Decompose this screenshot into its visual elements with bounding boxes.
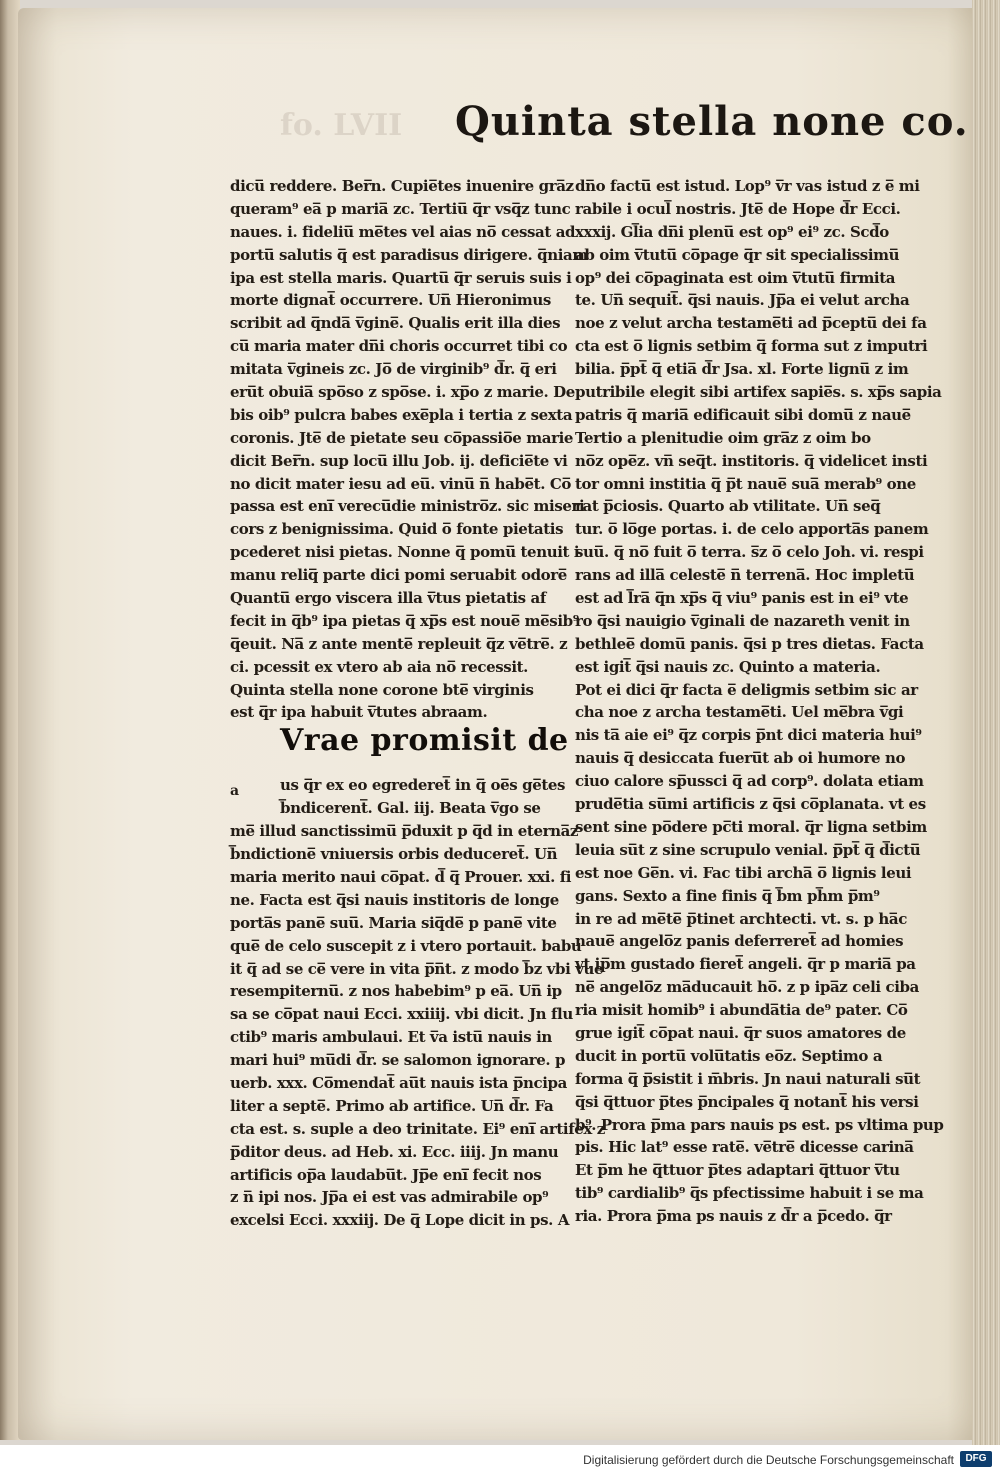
text-line: ria. Prora p̅ma ps nauis z d̅r a p̅cedo. q̅r [575, 1207, 892, 1226]
text-line: excelsi Ecci. xxxiij. De q̅ Lope dicit in ps. A [230, 1211, 570, 1230]
text-line: rabile i ocul̅ nostris. Jte̅ de Hope d̅r Ecci. [575, 199, 901, 218]
text-line: cta est o̅ lignis setbim q̅ forma sut z imputri [575, 337, 928, 356]
left-column [230, 175, 605, 1232]
text-line: bethlee̅ domu̅ panis. q̅si p tres dietas. Facta [575, 634, 924, 653]
text-line: leuia su̅t z sine scrupulo venial. p̅pt̅ q̅ d̅ictu̅ [575, 840, 921, 859]
text-line: rans ad illa̅ celeste̅ n̅ terrena̅. Hoc impletu̅ [575, 566, 915, 585]
text-line: est q̅r ipa habuit v̅tutes abraam. [230, 703, 488, 722]
bleed-through-folio: fo. LVII [280, 108, 403, 143]
text-line: te. Un̅ sequit̅. q̅si nauis. Jp̅a ei velut archa [575, 291, 910, 310]
text-line: bis oib⁹ pulcra babes exe̅pla i tertia z sexta [230, 405, 573, 424]
text-line: rat p̅ciosis. Quarto ab vtilitate. Un̅ seq̅ [575, 497, 881, 516]
text-line: morte dignat̅ occurrere. Un̅ Hieronimus [230, 291, 551, 310]
text-line: suu̅. q̅ no̅ fuit o̅ terra. s̅z o̅ celo Joh. vi. respi [575, 543, 924, 562]
text-line: ne̅ angelo̅z ma̅ducauit ho̅. z p ipa̅z celi ciba [575, 978, 919, 997]
text-line: noe z velut archa testame̅ti ad p̅ceptu̅ dei fa [575, 314, 927, 333]
text-line: me̅ illud sanctissimu̅ p̅duxit p q̅d in eterna̅z [230, 822, 579, 841]
text-line: gans. Sexto a fine finis q̅ b̅m ph̅m p̅m⁹ [575, 886, 880, 905]
text-line: scribit ad q̅nda̅ v̅gine̅. Qualis erit illa dies [230, 314, 561, 333]
text-line: uerb. xxx. Co̅mendat̅ au̅t nauis ista p̅ncipa [230, 1073, 567, 1092]
left-column-text [230, 175, 588, 724]
footer-bar [0, 1445, 1000, 1474]
text-line: putribile elegit sibi artifex sapie̅s. s. xp̅s sapia [575, 383, 942, 402]
text-line: Et p̅m he q̅ttuor p̅tes adaptari q̅ttuor v̅tu [575, 1161, 900, 1180]
text-line: Pot ei dici q̅r facta e̅ deligmis setbim sic ar [575, 680, 918, 699]
section-heading: Vrae promisit de [280, 723, 569, 759]
text-line: xxxij. Gl̅ia dn̅i plenu̅ est op⁹ ei⁹ zc. Scd̅o [575, 222, 889, 241]
text-line: ci. pcessit ex vtero ab aia no̅ recessit. [230, 657, 528, 676]
text-line: liter a septe̅. Primo ab artifice. Un̅ d̅r. Fa [230, 1096, 554, 1115]
text-line: pis. Hic lat⁹ esse rate̅. ve̅tre̅ dicesse carina̅ [575, 1138, 914, 1157]
text-line: prude̅tia su̅mi artificis z q̅si co̅planata. vt es [575, 795, 926, 814]
text-line: b⁹. Prora p̅ma pars nauis ps est. ps vltima pup [575, 1115, 944, 1134]
text-line: est ad l̅ra̅ q̅n xp̅s q̅ viu⁹ panis est in ei⁹ vte [575, 589, 909, 608]
text-line: fecit in q̅b⁹ ipa pietas q̅ xp̅s est noue̅ me̅sib⁹ [230, 611, 579, 630]
text-line: sent sine po̅dere pc̅ti moral. q̅r ligna setbim [575, 817, 927, 836]
text-line: tur. o̅ lo̅ge portas. i. de celo apporta̅s panem [575, 520, 929, 539]
text-line: in re ad me̅te̅ p̅tinet archtecti. vt. s. p ha̅c [575, 909, 907, 928]
text-line: no̅z ope̅z. vn̅ seq̅t. institoris. q̅ videlicet insti [575, 451, 928, 470]
text-line: nauis q̅ desiccata fueru̅t ab oi humore no [575, 749, 906, 768]
text-line: ctib⁹ maris ambulaui. Et v̅a istu̅ nauis in [230, 1028, 552, 1047]
text-line: op⁹ dei co̅paginata est oim v̅tutu̅ firmita [575, 268, 896, 287]
text-line: p̅ditor deus. ad Heb. xi. Ecc. iiij. Jn manu [230, 1142, 559, 1161]
text-line: z n̅ ipi nos. Jp̅a ei est vas admirabile op⁹ [230, 1188, 549, 1207]
text-line: cta est. s. suple a deo trinitate. Ei⁹ eni̅ artifex z [230, 1119, 605, 1138]
text-line: manu reliq̅ parte dici pomi seruabit odore̅ [230, 566, 567, 585]
text-line: q̅euit. Na̅ z ante mente̅ repleuit q̅z ve̅tre̅. z [230, 634, 568, 653]
dfg-logo[interactable]: DFG [960, 1451, 992, 1467]
text-line: que̅ de celo suscepit z i vtero portauit. babu [230, 936, 582, 955]
text-line: Tertio a plenitudie oim gra̅z z oim bo [575, 428, 871, 447]
text-line: Quantu̅ ergo viscera illa v̅tus pietatis af [230, 589, 546, 608]
text-line: resempiternu̅. z nos habebim⁹ p ea̅. Un̅ ip [230, 982, 562, 1001]
text-line: artificis op̅a laudabu̅t. Jp̅e eni̅ fecit nos [230, 1165, 542, 1184]
text-line: queram⁹ ea̅ p maria̅ zc. Tertiu̅ q̅r vsq̅z tunc [230, 199, 571, 218]
text-line: Quinta stella none corone bte̅ virginis [230, 680, 534, 699]
text-line: forma q̅ p̅sistit i m̅bris. Jn naui naturali su̅t [575, 1069, 921, 1088]
right-column [575, 175, 944, 1228]
text-line: eru̅t obuia̅ spo̅so z spo̅se. i. xp̅o z marie. De [230, 383, 575, 402]
initial-letter: a [230, 783, 240, 800]
text-line: ria misit homib⁹ i abunda̅tia de⁹ pater. Co̅ [575, 1001, 908, 1020]
text-line: ab oim v̅tutu̅ co̅page q̅r sit specialissimu̅ [575, 245, 900, 264]
text-line: mitata v̅gineis zc. Jo̅ de virginib⁹ d̅r. q̅ eri [230, 360, 557, 379]
text-line: portu̅ salutis q̅ est paradisus dirigere. q̅niam [230, 245, 588, 264]
text-line: vt ip̅m gustado fieret̅ angeli. q̅r p maria̅ pa [575, 955, 916, 974]
text-line: dn̅o factu̅ est istud. Lop⁹ v̅r vas istud z e̅ mi [575, 177, 920, 195]
text-line: grue igit̅ co̅pat naui. q̅r suos amatores de [575, 1023, 906, 1042]
text-line: ducit in portu̅ volu̅tatis eo̅z. Septimo a [575, 1046, 883, 1065]
text-line: ro q̅si nauigio v̅ginali de nazareth venit in [575, 611, 910, 630]
text-line: tib⁹ cardialib⁹ q̅s pfectissime habuit i se ma [575, 1184, 924, 1203]
text-line: b̅ndicerent̅. Gal. iij. Beata v̅go se [280, 799, 541, 818]
text-line: passa est eni̅ verecu̅die ministro̅z. sic miseri [230, 497, 585, 516]
text-line: bilia. p̅pt̅ q̅ etia̅ d̅r Jsa. xl. Forte lignu̅ z im [575, 360, 909, 379]
text-line: coronis. Jte̅ de pietate seu co̅passio̅e marie [230, 428, 574, 447]
text-line: cors z benignissima. Quid o̅ fonte pietatis [230, 520, 564, 539]
text-line: naues. i. fideliu̅ me̅tes vel aias no̅ cessat ad [230, 222, 576, 241]
left-column-text-after [230, 774, 605, 1232]
text-line: dicu̅ reddere. Ber̅n. Cupie̅tes inuenire gra̅z [230, 177, 574, 195]
text-line: naue̅ angelo̅z panis deferreret̅ ad homies [575, 932, 904, 951]
text-line: pcederet nisi pietas. Nonne q̅ pomu̅ tenuit i [230, 543, 580, 562]
text-line: us q̅r ex eo egrederet̅ in q̅ oe̅s ge̅tes [280, 776, 566, 795]
right-column-text [575, 175, 944, 1228]
text-line: no dicit mater iesu ad eu̅. vinu̅ n̅ habe̅t. Co̅ [230, 474, 571, 493]
text-line: maria merito naui co̅pat. d̅ q̅ Prouer. xxi. fi [230, 867, 572, 886]
text-line: patris q̅ maria̅ edificauit sibi domu̅ z naue̅ [575, 405, 911, 424]
page-edges [972, 0, 1000, 1445]
running-head: Quinta stella none co. [455, 98, 969, 145]
text-line: ne. Facta est q̅si nauis institoris de longe [230, 890, 559, 909]
text-line: ipa est stella maris. Quartu̅ q̅r seruis suis i [230, 268, 572, 287]
text-line: mari hui⁹ mu̅di d̅r. se salomon ignorare. p [230, 1051, 566, 1070]
text-line: cu̅ maria mater dn̅i choris occurret tibi co [230, 337, 568, 356]
text-line: sa se co̅pat naui Ecci. xxiiij. vbi dicit. Jn flu [230, 1005, 573, 1024]
text-line: ciuo calore sp̅ussci q̅ ad corp⁹. dolata etiam [575, 772, 924, 791]
text-line: dicit Ber̅n. sup locu̅ illu Job. ij. deficie̅te vi [230, 451, 568, 470]
text-line: porta̅s pane̅ suu̅. Maria siq̅de̅ p pane̅ vite [230, 913, 557, 932]
text-line: cha noe z archa testame̅ti. Uel me̅bra v̅gi [575, 703, 904, 722]
footer-credit[interactable]: Digitalisierung gefördert durch die Deutsche Forschungsgemeinschaft [583, 1453, 954, 1467]
text-line: q̅si q̅ttuor p̅tes p̅ncipales q̅ notant̅ his versi [575, 1092, 919, 1111]
text-line: b̅ndictione̅ vniuersis orbis deduceret̅. Un̅ [230, 845, 558, 864]
book-spine-edge [0, 0, 20, 1440]
text-line: est noe Ge̅n. vi. Fac tibi archa̅ o̅ lignis leui [575, 863, 912, 882]
text-line: tor omni institia q̅ p̅t naue̅ sua̅ merab⁹ one [575, 474, 916, 493]
text-line: it q̅ ad se ce̅ vere in vita p̅n̅t. z modo b̅z vbi vue [230, 959, 604, 978]
text-line: est igit̅ q̅si nauis zc. Quinto a materia. [575, 657, 881, 676]
text-line: nis ta̅ aie ei⁹ q̅z corpis p̅nt dici materia hui⁹ [575, 726, 922, 745]
